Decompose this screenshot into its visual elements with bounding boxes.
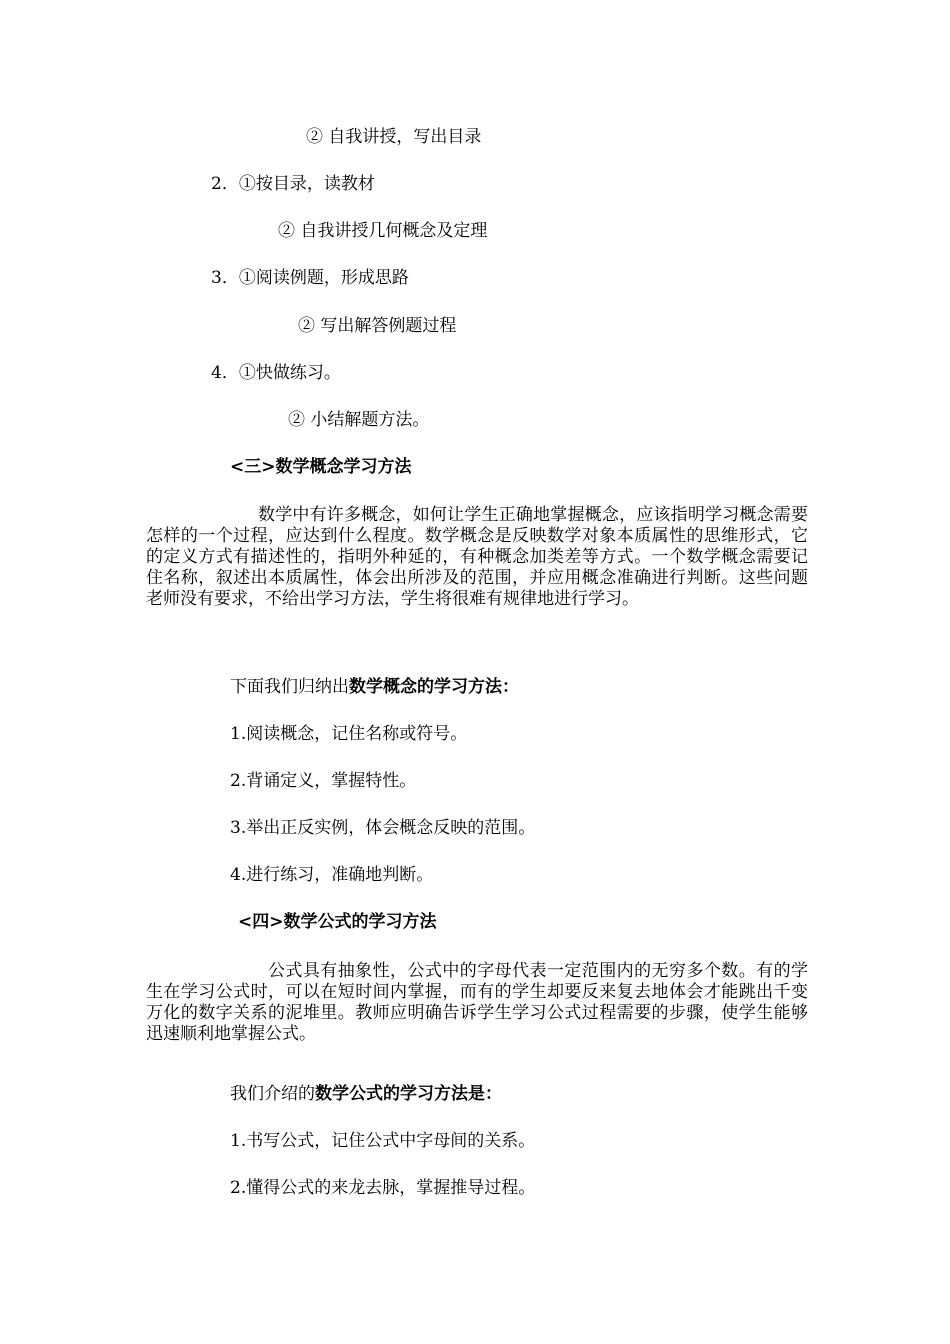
section3-intro	[230, 676, 519, 698]
section3-heading: <三>数学概念学习方法	[230, 457, 412, 477]
section4-heading: <四>数学公式的学习方法	[238, 912, 437, 932]
section3-item-4: 4.进行练习，准确地判断。	[230, 865, 434, 885]
section4-intro-bold: 数学公式的学习方法是：	[315, 1084, 502, 1104]
section4-intro	[230, 1083, 502, 1105]
section3-item-1: 1.阅读概念，记住名称或符号。	[230, 724, 468, 744]
section4-intro-prefix: 我们介绍的	[230, 1084, 315, 1104]
section3-item-2: 2.背诵定义，掌握特性。	[230, 771, 417, 791]
section4-item-2: 2.懂得公式的来龙去脉，掌握推导过程。	[230, 1178, 536, 1198]
outline-line-5: ② 写出解答例题过程	[298, 316, 457, 336]
section4-paragraph-text: 公式具有抽象性，公式中的字母代表一定范围内的无穷多个数。有的学生在学习公式时，可以在短时间内掌握，而有的学生却要反来复去地体会才能跳出千变万化的数字关系的泥堆里。教师应明确告诉学生学习公式过程需要的步骤，使学生能够迅速顺利地掌握公式。	[146, 961, 808, 1044]
section3-paragraph	[146, 505, 808, 610]
section4-item-1: 1.书写公式，记住公式中字母间的关系。	[230, 1131, 536, 1151]
outline-line-1: ② 自我讲授，写出目录	[306, 127, 482, 147]
outline-line-2: 2．①按目录，读教材	[211, 174, 375, 194]
section3-intro-suffix: ：	[502, 677, 519, 697]
section3-intro-bold: 数学概念的学习方法	[349, 677, 502, 697]
section3-item-3: 3.举出正反实例，体会概念反映的范围。	[230, 818, 536, 838]
outline-line-7: ② 小结解题方法。	[288, 410, 430, 430]
outline-line-3: ② 自我讲授几何概念及定理	[278, 221, 488, 241]
section3-paragraph-text: 数学中有许多概念，如何让学生正确地掌握概念，应该指明学习概念需要怎样的一个过程，应达到什么程度。数学概念是反映数学对象本质属性的思维形式，它的定义方式有描述性的，指明外种延的，有种概念加类差等方式。一个数学概念需要记住名称，叙述出本质属性，体会出所涉及的范围，并应用概念准确进行判断。这些问题老师没有要求，不给出学习方法，学生将很难有规律地进行学习。	[146, 505, 808, 609]
section4-paragraph	[146, 961, 808, 1045]
section3-intro-prefix: 下面我们归纳出	[230, 677, 349, 697]
outline-line-6: 4．①快做练习。	[211, 363, 341, 383]
outline-line-4: 3．①阅读例题，形成思路	[211, 268, 409, 288]
